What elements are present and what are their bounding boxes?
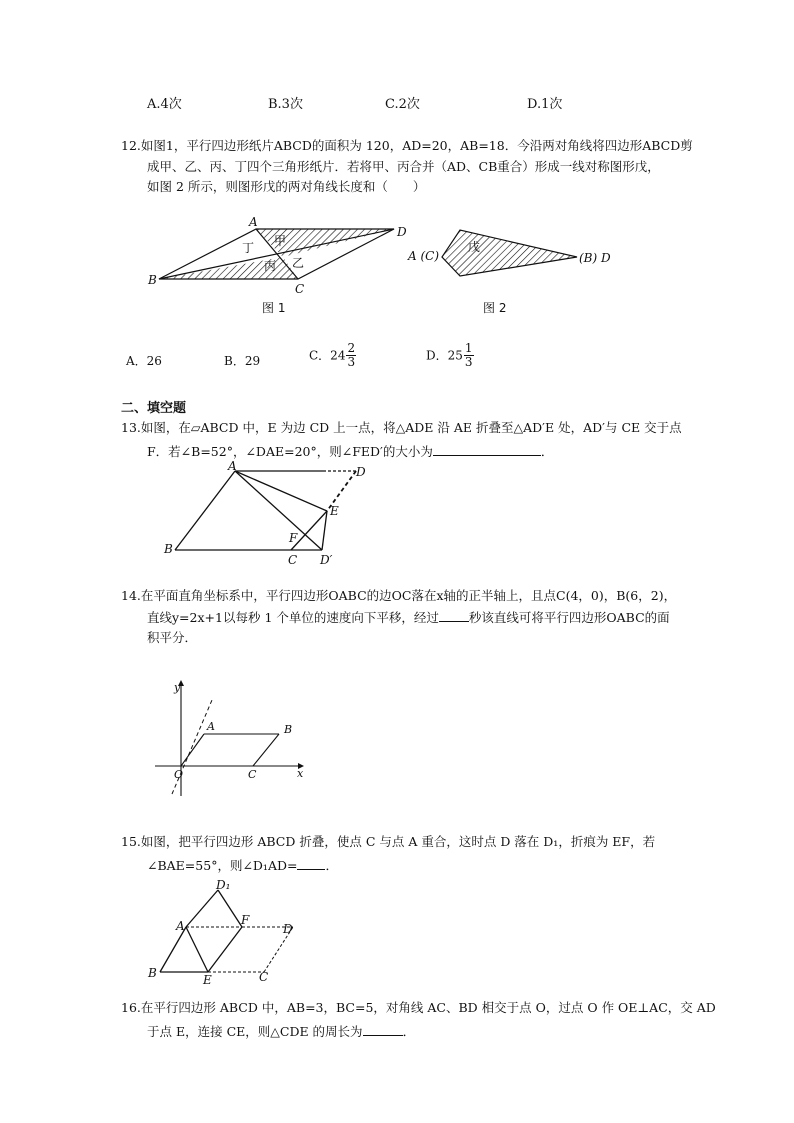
q12-fig1-label-bing: 丙 (264, 259, 277, 273)
q15-text-line2 (147, 856, 338, 875)
q12-fig1-label-a: A (249, 215, 258, 229)
q12-fig1-label-d: D (397, 225, 407, 239)
q13-fig-label-c: C (288, 553, 298, 567)
q11-option-b: B.3次 (268, 97, 303, 112)
q13-text-line2 (147, 442, 553, 461)
q12-option-d (426, 342, 474, 369)
q12-fig1-label-ding: 丁 (242, 241, 255, 255)
q12-fig1-caption: 图 1 (262, 301, 286, 315)
q13-fig-label-f: F (289, 531, 298, 545)
q12-fig1-label-c: C (295, 282, 305, 296)
q15-fig-label-f: F (241, 913, 250, 927)
section-fill-in-title: 二、填空题 (121, 401, 187, 416)
q15-fig-label-a: A (176, 919, 185, 933)
q12-option-d-denominator: 3 (464, 355, 473, 369)
q14-fig-label-y: y (174, 681, 181, 694)
q12-option-d-numerator: 1 (464, 341, 473, 355)
q15-text-line2-prefix: ∠BAE=55°，则∠D₁AD= (147, 858, 298, 873)
q13-fig-label-d: D (356, 465, 366, 479)
q14-text-line2 (147, 608, 670, 627)
q14-text-line1: 14.在平面直角坐标系中，平行四边形OABC的边OC落在x轴的正半轴上，且点C(4，0)，B(6，2)， (121, 588, 677, 603)
q11-option-a: A.4次 (147, 97, 182, 112)
q15-fig-label-e: E (203, 973, 212, 987)
q12-option-d-fraction (464, 342, 474, 369)
q12-option-c (309, 342, 356, 369)
q15-text-line1: 15.如图，把平行四边形 ABCD 折叠，使点 C 与点 A 重合，这时点 D 落在 D₁，折痕为 EF，若 (121, 834, 656, 849)
q12-option-b: B．29 (224, 354, 261, 368)
q13-text-line2-prefix: F．若∠B=52°，∠DAE=20°，则∠FED′的大小为 (147, 444, 433, 459)
q13-fig-label-a: A (228, 459, 237, 473)
q12-option-c-denominator: 3 (347, 355, 356, 369)
q14-fig-label-a: A (207, 720, 215, 733)
q14-text-line2-suffix: 秒该直线可将平行四边形OABC的面 (468, 610, 670, 625)
q15-text-line2-suffix: ． (325, 858, 338, 873)
q15-fig-label-b: B (148, 966, 157, 980)
q12-text-line3: 如图 2 所示，则图形戊的两对角线长度和（ ） (147, 179, 426, 194)
q12-fig1-label-b: B (148, 273, 157, 287)
q11-option-d: D.1次 (527, 97, 563, 112)
q12-option-c-fraction (346, 342, 356, 369)
q16-text-line1: 16.在平行四边形 ABCD 中，AB=3，BC=5，对角线 AC、BD 相交于点 O，过点 O 作 OE⊥AC，交 AD (121, 1000, 716, 1015)
q12-option-c-prefix: C．24 (309, 348, 346, 363)
q12-fig1-label-yi: 乙 (292, 256, 305, 270)
q14-fig-label-o: O (174, 768, 184, 781)
q12-fig2-label-left: A (C) (408, 249, 440, 263)
q14-figure (150, 678, 320, 808)
q12-text-line2: 成甲、乙、丙、丁四个三角形纸片．若将甲、丙合并（AD、CB重合）形成一线对称图形戊， (147, 159, 660, 174)
q12-fig2-label-wu: 戊 (468, 240, 481, 254)
q12-option-d-prefix: D．25 (426, 348, 463, 363)
q16-text-line2 (147, 1022, 415, 1041)
q11-option-c: C.2次 (385, 97, 420, 112)
q13-fig-label-e: E (330, 504, 339, 518)
q13-figure (160, 460, 390, 570)
q16-answer-blank[interactable] (363, 1022, 403, 1036)
q16-text-line2-suffix: ． (402, 1024, 416, 1039)
q14-fig-label-x: x (297, 767, 304, 780)
q12-fig2-caption: 图 2 (483, 301, 507, 315)
q13-answer-blank[interactable] (433, 442, 541, 456)
q15-fig-label-d: D (283, 922, 293, 936)
q14-text-line2-prefix: 直线y=2x+1以每秒 1 个单位的速度向下平移，经过 (147, 610, 439, 625)
q12-figure-2 (405, 208, 611, 328)
q15-figure (143, 877, 313, 987)
q12-option-c-numerator: 2 (347, 341, 356, 355)
q13-text-line2-suffix: ． (540, 444, 554, 459)
q14-answer-blank[interactable] (439, 608, 469, 622)
q14-fig-label-c: C (248, 768, 257, 781)
q12-fig2-label-right: (B) D (579, 251, 611, 265)
q16-text-line2-prefix: 于点 E，连接 CE，则△CDE 的周长为 (147, 1024, 363, 1039)
q12-fig1-label-jia: 甲 (274, 234, 287, 248)
q12-fig2-shape-wu (442, 230, 577, 276)
q14-text-line3: 积平分． (147, 630, 198, 645)
q14-fig-label-b: B (284, 723, 293, 736)
q13-fig-label-d-prime: D′ (320, 553, 333, 567)
q12-text-line1: 12.如图1，平行四边形纸片ABCD的面积为 120，AD=20，AB=18．今沿两对角线将四边形ABCD剪 (121, 138, 693, 153)
q12-option-a: A．26 (126, 354, 162, 368)
q15-fig-label-c: C (259, 970, 269, 984)
q15-answer-blank[interactable] (297, 856, 325, 870)
q13-text-line1: 13.如图，在▱ABCD 中，E 为边 CD 上一点，将△ADE 沿 AE 折叠至△AD′E 处，AD′与 CE 交于点 (121, 420, 682, 435)
q13-fig-label-b: B (164, 542, 173, 556)
q15-fig-label-d1: D₁ (216, 878, 231, 892)
